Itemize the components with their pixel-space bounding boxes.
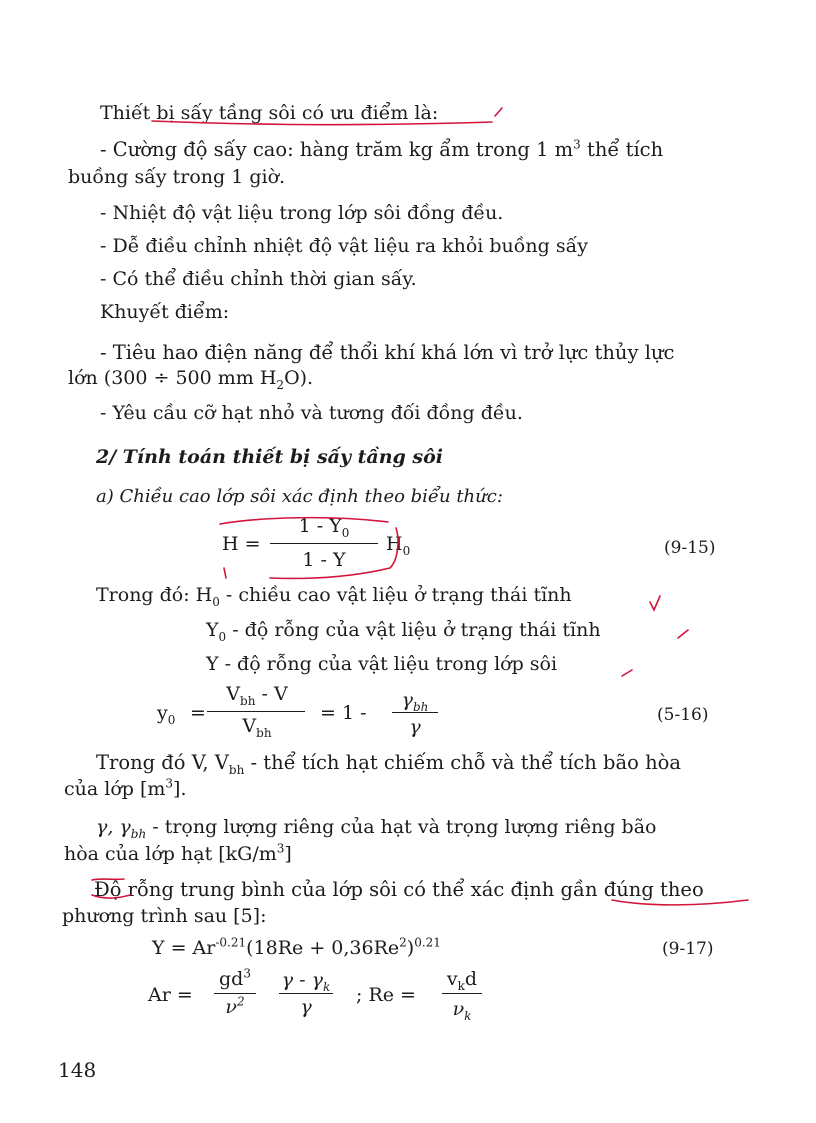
eq4-fraction-2-numerator: γ - $\gamma_k$ bbox=[281, 969, 331, 994]
eq2-numerator: $V_{bh}$ - V bbox=[226, 683, 288, 708]
where2-line-3: γ, $\gamma_{bh}$ - trọng lượng riêng của hạt và trọng lượng riêng bão bbox=[96, 816, 657, 841]
where2-line-1: Trong đó V, $V_{bh}$ - thể tích hạt chiếm chỗ và thể tích bão hòa bbox=[96, 751, 682, 777]
advantages-heading: Thiết bị sấy tầng sôi có ưu điểm là: bbox=[100, 102, 439, 124]
porosity-line-2: phương trình sau [5]: bbox=[62, 905, 267, 927]
eq3-formula: $Y = Ar^{-0.21}(18Re + 0,36Re^2)^{0.21}$ bbox=[152, 935, 441, 959]
pen-arc-eq1 bbox=[220, 518, 388, 524]
pen-tick-2 bbox=[678, 630, 688, 638]
where1-line-1: Trong đó: $H_0$ - chiều cao vật liệu ở trạng thái tĩnh bbox=[96, 584, 572, 609]
porosity-line-1: Độ rỗng trung bình của lớp sôi có thể xác định gần đúng theo bbox=[94, 878, 704, 901]
advantage-3: - Dễ điều chỉnh nhiệt độ vật liệu ra khỏi buồng sấy bbox=[100, 235, 588, 257]
pen-mark-eq1 bbox=[224, 568, 226, 578]
advantage-2: - Nhiệt độ vật liệu trong lớp sôi đồng đều. bbox=[100, 202, 504, 224]
where2-line-2: của lớp $[m^3]$. bbox=[64, 776, 187, 800]
eq1-number: (9-15) bbox=[664, 538, 716, 558]
eq2-fraction-2-denominator: γ bbox=[409, 716, 421, 738]
advantage-1-line-2: buồng sấy trong 1 giờ. bbox=[68, 166, 286, 188]
eq2-middle: = 1 - bbox=[320, 702, 367, 724]
section-title: 2/ Tính toán thiết bị sấy tầng sôi bbox=[96, 446, 444, 468]
where1-line-2: $Y_0$ - độ rỗng của vật liệu ở trạng thái tĩnh bbox=[206, 619, 601, 644]
disadvantage-1-line-1: - Tiêu hao điện năng để thổi khí khá lớn vì trở lực thủy lực bbox=[100, 341, 675, 364]
advantage-1-line-1: - Cường độ sấy cao: hàng trăm kg ẩm trong 1 $m^3$ thể tích bbox=[100, 137, 664, 161]
eq4-fraction-2-denominator: γ bbox=[300, 996, 312, 1018]
pen-underline-do-rong bbox=[92, 895, 130, 898]
eq1-denominator: 1 - Y bbox=[302, 549, 346, 571]
eq2-lhs: $y_0$ bbox=[157, 702, 176, 727]
pen-underline-heading bbox=[152, 121, 492, 125]
eq4-fraction-3-numerator: $v_kd$ bbox=[446, 968, 478, 993]
eq3-number: (9-17) bbox=[662, 939, 714, 959]
disadvantage-2: - Yêu cầu cỡ hạt nhỏ và tương đối đồng đều. bbox=[100, 402, 523, 424]
eq1-rhs: $H_0$ bbox=[386, 533, 411, 558]
eq4-lhs: Ar = bbox=[148, 984, 193, 1006]
eq4-separator: ; Re = bbox=[356, 984, 416, 1006]
eq2-number: (5-16) bbox=[657, 705, 709, 725]
eq1-numerator: $1 - Y_0$ bbox=[298, 515, 350, 540]
disadvantage-1-line-2: lớn (300 ÷ 500 mm $H_2O$). bbox=[68, 367, 314, 392]
eq1-lhs: H = bbox=[222, 533, 261, 555]
eq4-fraction-3-denominator: $\nu_k$ bbox=[452, 998, 472, 1023]
pen-tick-3 bbox=[622, 670, 632, 676]
where2-line-4: hòa của lớp hạt $[kG/m^3]$ bbox=[64, 841, 292, 865]
disadvantages-heading: Khuyết điểm: bbox=[100, 301, 230, 323]
page-number: 148 bbox=[58, 1058, 97, 1082]
where1-line-3: Y - độ rỗng của vật liệu trong lớp sôi bbox=[206, 653, 558, 675]
pen-tick-1 bbox=[650, 596, 660, 610]
advantage-4: - Có thể điều chỉnh thời gian sấy. bbox=[100, 268, 417, 290]
pen-bracket-eq1 bbox=[270, 528, 398, 578]
eq4-fraction-1-denominator: $\nu^2$ bbox=[225, 994, 245, 1018]
eq2-fraction-2-numerator: $\gamma_{bh}$ bbox=[401, 689, 429, 714]
eq4-fraction-1-numerator: $gd^3$ bbox=[219, 966, 251, 990]
pen-tick-heading bbox=[495, 108, 502, 116]
eq2-denominator: $V_{bh}$ bbox=[242, 715, 272, 740]
pen-strike-do bbox=[92, 879, 124, 880]
eq2-equals: = bbox=[190, 702, 206, 724]
pen-underline-gan-dung bbox=[612, 900, 748, 905]
subsection-a: a) Chiều cao lớp sôi xác định theo biểu thức: bbox=[96, 486, 503, 507]
